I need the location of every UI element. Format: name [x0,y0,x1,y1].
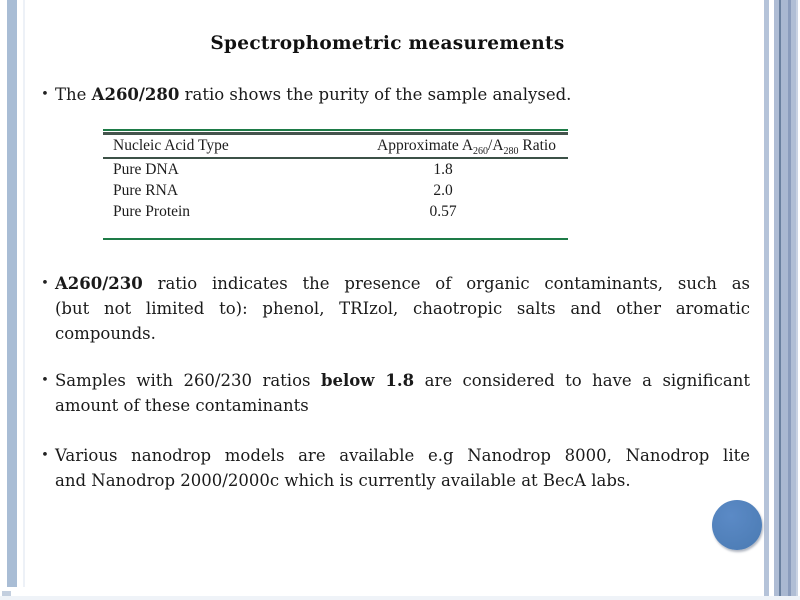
bullet-text-bold: A260/230 [55,274,143,293]
slide-title: Spectrophometric measurements [210,33,565,54]
bullet-marker: • [41,448,49,463]
table-bottom-rule-green [103,238,568,240]
bullet-text: amount of these contaminants [55,396,309,415]
bullet-text-line [55,393,750,418]
bullet-text-line [55,83,750,107]
header-text: Ratio [518,137,556,154]
bullet-text-line [55,271,750,296]
table-spacer [103,222,568,238]
bullet-item-nanodrop-models [55,443,750,493]
bullet-marker: • [41,276,49,291]
right-edge-striped-band-decoration [774,0,800,600]
table-row-pure-dna [103,159,568,180]
header-text: Approximate A [377,137,474,154]
bullet-marker: • [41,373,49,388]
table-cell-ratio: 0.57 [429,203,457,220]
left-edge-stripe-decoration [7,0,17,587]
blue-circle-decoration [712,500,762,550]
bullet-text: are considered to have a significant [414,371,750,390]
table-cell-type: Pure DNA [113,161,179,178]
bullet-item-a260-280 [55,83,750,107]
table-row-pure-rna [103,180,568,201]
header-subscript-280: 280 [503,146,519,158]
table-cell-type: Pure Protein [113,203,191,220]
bullet-text-line [55,296,750,321]
bullet-text: ratio shows the purity of the sample analysed. [179,85,572,104]
table-cell-ratio: 1.8 [433,161,453,178]
bullet-item-a260-230 [55,271,750,346]
bullet-text: The [55,85,92,104]
table-row-pure-protein [103,201,568,222]
bullet-text-line [55,468,750,493]
bullet-item-below-1-8 [55,368,750,418]
right-edge-thin-stripe-decoration [764,0,769,600]
bullet-text-bold: A260/280 [91,85,180,104]
bullet-marker: • [41,87,49,102]
bullet-text-bold: below 1.8 [320,371,415,390]
header-text: /A [488,137,504,154]
bullet-text-line [55,368,750,393]
bullet-text: (but not limited to): phenol, TRIzol, chaotropic salts and other aromatic [55,299,750,318]
bullet-text: ratio indicates the presence of organic contaminants, such as [142,274,750,293]
bullet-text-line [55,443,750,468]
table-header-nucleic-acid-type: Nucleic Acid Type [113,137,229,154]
purity-ratio-table [103,129,568,240]
bullet-text-line [55,321,750,346]
table-cell-type: Pure RNA [113,182,179,199]
table-header-ratio [377,135,556,157]
bullet-text: and Nanodrop 2000/2000c which is currently available at BecA labs. [55,471,631,490]
bullet-text: Various nanodrop models are available e.g Nanodrop 8000, Nanodrop lite [55,446,750,465]
left-edge-faint-line-decoration [23,0,25,587]
bullet-text: Samples with 260/230 ratios [55,371,321,390]
bullet-text: compounds. [55,324,156,343]
bottom-edge-tint-decoration [0,596,800,600]
table-header-row [103,135,568,157]
table-cell-ratio: 2.0 [433,182,453,199]
header-subscript-260: 260 [473,146,489,158]
